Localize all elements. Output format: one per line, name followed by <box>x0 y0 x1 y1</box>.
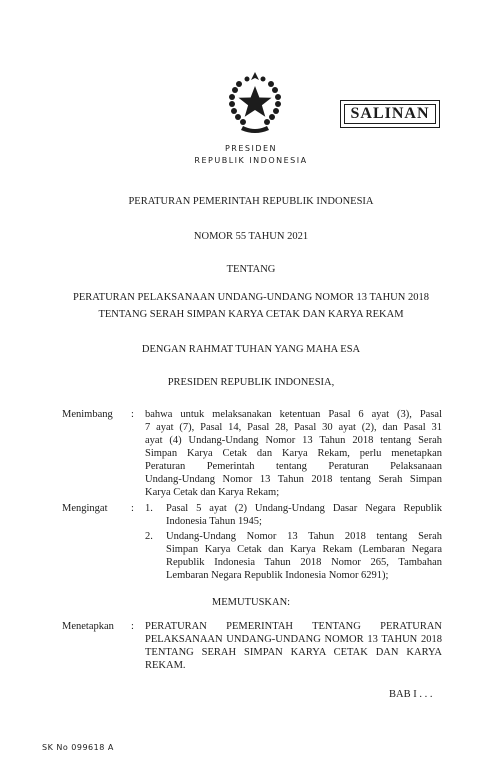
mengingat-item-1 <box>166 502 442 528</box>
next-page-reference: BAB I . . . <box>389 689 433 700</box>
text-line: bahwa untuk melaksanakan ketentuan Pasal 6 ayat (3), Pasal <box>145 409 442 420</box>
text-line: TENTANG SERAH SIMPAN KARYA CETAK DAN KARYA <box>145 647 442 658</box>
memutuskan-heading: MEMUTUSKAN: <box>211 597 291 608</box>
regulation-type: PERATURAN PEMERINTAH REPUBLIK INDONESIA <box>128 196 374 207</box>
text-line: Undang-Undang Nomor 13 Tahun 2018 tentang Serah Simpan <box>145 474 442 485</box>
item-number: 1. <box>145 503 153 514</box>
mengingat-colon: : <box>131 503 134 514</box>
menetapkan-label: Menetapkan <box>62 621 114 632</box>
mengingat-label: Mengingat <box>62 503 108 514</box>
text-line: Karya Cetak dan Karya Rekam; <box>145 487 280 498</box>
garuda-star-emblem-icon <box>225 70 285 136</box>
presiden-line: PRESIDEN <box>224 144 278 153</box>
menimbang-colon: : <box>131 409 134 420</box>
text-line: Pasal 5 ayat (2) Undang-Undang Dasar Negara Republik <box>166 503 442 514</box>
salinan-label: SALINAN <box>344 104 436 124</box>
rahmat-line: DENGAN RAHMAT TUHAN YANG MAHA ESA <box>141 344 361 355</box>
item-number: 2. <box>145 531 153 542</box>
text-line: Lembaran Negara Republik Indonesia Nomor 6291); <box>166 570 389 581</box>
text-line: Undang-Undang Nomor 13 Tahun 2018 tentang Serah <box>166 531 442 542</box>
text-line: PELAKSANAAN UNDANG-UNDANG NOMOR 13 TAHUN 2018 <box>145 634 442 645</box>
republik-line: REPUBLIK INDONESIA <box>194 156 308 165</box>
sk-serial-number: SK No 099618 A <box>42 743 114 752</box>
text-line: Indonesia Tahun 1945; <box>166 516 262 527</box>
tentang-heading: TENTANG <box>226 264 276 275</box>
mengingat-item-2 <box>166 530 442 582</box>
menimbang-text <box>145 408 442 499</box>
menetapkan-colon: : <box>131 621 134 632</box>
text-line: Peraturan Pemerintah tentang Peraturan Pelaksanaan <box>145 461 442 472</box>
text-line: Simpan Karya Cetak dan Karya Rekam, perlu menetapkan <box>145 448 442 459</box>
text-line: Simpan Karya Cetak dan Karya Rekam (Lembaran Negara <box>166 544 442 555</box>
text-line: REKAM. <box>145 660 186 671</box>
text-line: Republik Indonesia Tahun 2018 Nomor 265, Tambahan <box>166 557 442 568</box>
subject-line-2: TENTANG SERAH SIMPAN KARYA CETAK DAN KARYA REKAM <box>98 309 404 320</box>
text-line: PERATURAN PEMERINTAH TENTANG PERATURAN <box>145 621 442 632</box>
presiden-declaration: PRESIDEN REPUBLIK INDONESIA, <box>167 377 335 388</box>
menetapkan-text <box>145 620 442 672</box>
salinan-stamp <box>340 100 440 128</box>
text-line: ayat (4) Undang-Undang Nomor 13 Tahun 2018 tentang Serah <box>145 435 442 446</box>
menimbang-label: Menimbang <box>62 409 113 420</box>
regulation-number: NOMOR 55 TAHUN 2021 <box>193 231 309 242</box>
text-line: 7 ayat (7), Pasal 14, Pasal 28, Pasal 30 ayat (2), dan Pasal 31 <box>145 422 442 433</box>
presiden-heading <box>0 143 502 167</box>
subject-line-1: PERATURAN PELAKSANAAN UNDANG-UNDANG NOMOR 13 TAHUN 2018 <box>73 292 429 303</box>
